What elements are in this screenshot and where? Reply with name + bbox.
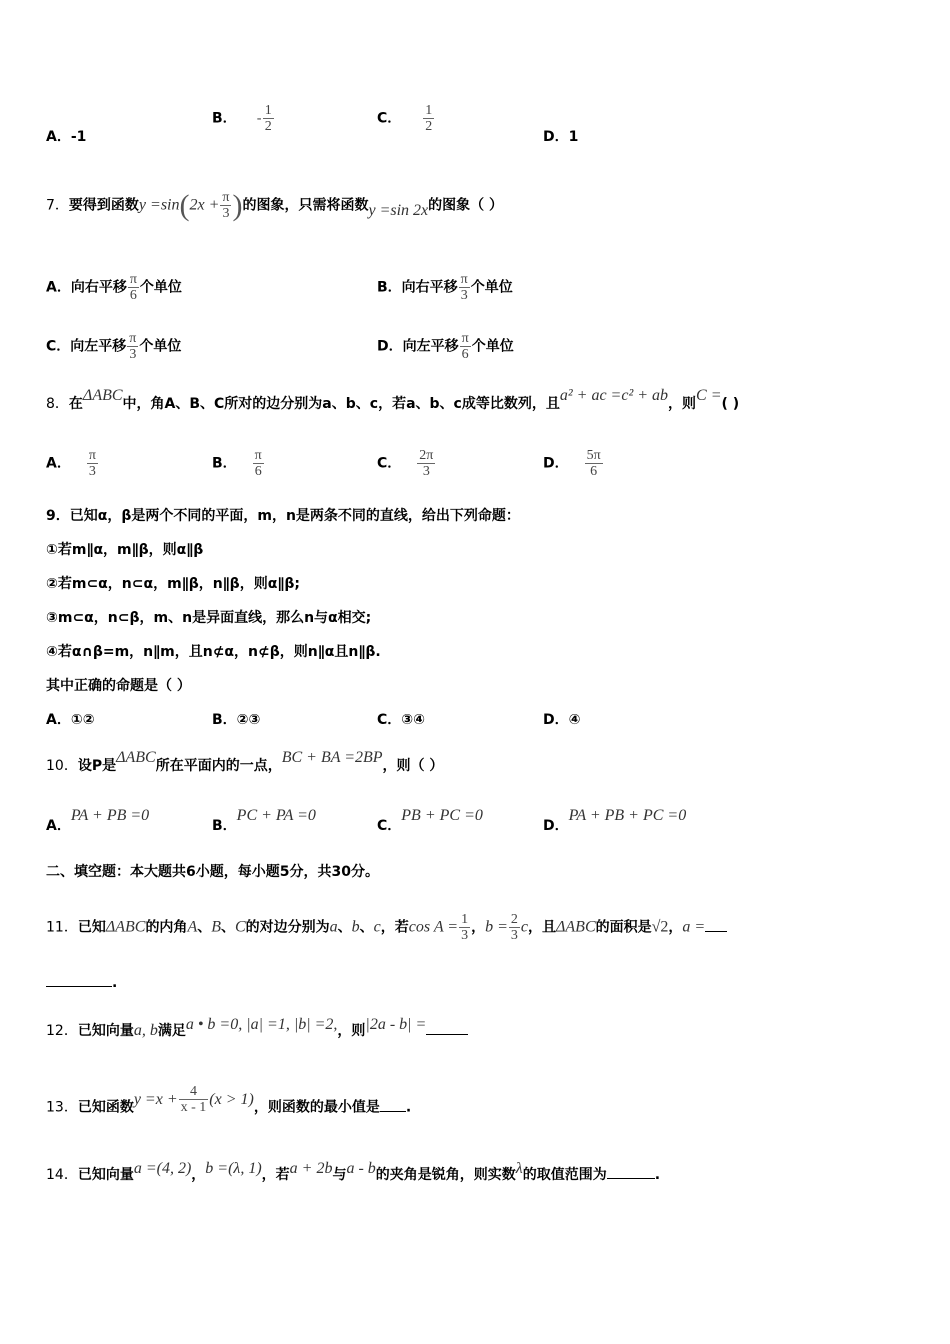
q7-text-3: 的图象（ ） xyxy=(428,197,504,214)
q7-d-unit: 个单位 xyxy=(471,338,514,355)
q7-c-num: π xyxy=(129,331,137,346)
q10-d-eq: PA + PB + PC =0 xyxy=(568,807,687,824)
q6-c-num: 1 xyxy=(425,103,433,118)
q7-b-unit: 个单位 xyxy=(470,279,513,296)
q12-stem xyxy=(46,1016,468,1041)
q8-text-3: ，则 xyxy=(668,396,697,412)
q13-func-y: y =x + xyxy=(133,1090,178,1108)
q14-lambda: λ xyxy=(515,1160,523,1177)
q12-text-2: 满足 xyxy=(157,1023,186,1039)
q7-func-1-inner: 2x + xyxy=(189,196,220,214)
q13-num-4: 4 xyxy=(179,1084,209,1100)
q7-three: 3 xyxy=(222,206,230,221)
q7-pi: π xyxy=(222,190,230,205)
q13-fraction xyxy=(179,1084,209,1115)
q7-text-2: 的图象，只需将函数 xyxy=(242,197,369,214)
q14-vector-a: a =(4, 2) xyxy=(133,1160,192,1177)
q13-answer-blank[interactable] xyxy=(380,1097,406,1112)
q7-d-num: π xyxy=(461,331,469,346)
q9-option-b: B．②③ xyxy=(212,712,261,728)
q11-b-eq: b = xyxy=(485,918,508,936)
q11-number: 11． xyxy=(46,919,78,936)
q11-answer-blank-1[interactable] xyxy=(705,917,727,932)
q10-option-c xyxy=(377,807,483,836)
q9-statement-3: ③m⊂α，n⊂β，m、n是异面直线，那么n与α相交; xyxy=(46,610,372,626)
q8-d-den: 6 xyxy=(590,464,598,479)
q11-text-7: ， xyxy=(668,919,683,936)
q12-vectors: a, b xyxy=(133,1022,158,1039)
q13-text-2: ，则函数的最小值是 xyxy=(253,1099,380,1116)
q8-angle-c: C = xyxy=(696,387,722,404)
q11-angle-c: C xyxy=(235,918,246,936)
q12-text-1: 已知向量 xyxy=(77,1023,134,1039)
q14-text-3: 与 xyxy=(332,1167,347,1183)
q10-d-label: D． xyxy=(543,818,569,834)
q8-option-a xyxy=(46,448,99,479)
q8-d-label: D． xyxy=(543,455,569,472)
q8-b-fraction xyxy=(253,448,264,479)
q7-a-den: 6 xyxy=(129,288,137,303)
q8-option-b xyxy=(212,448,265,479)
q11-sep-3: 、 xyxy=(337,919,352,936)
q12-condition: a • b =0, |a| =1, |b| =2, xyxy=(185,1016,338,1033)
q6-option-c xyxy=(377,103,435,134)
q11-sqrt-2: √2 xyxy=(651,918,669,936)
q11-text-6: 的面积是 xyxy=(595,919,652,936)
q7-a-fraction xyxy=(128,272,139,303)
q7-option-c xyxy=(46,331,181,362)
q8-a-num: π xyxy=(88,448,96,463)
q7-c-den: 3 xyxy=(129,347,137,362)
q13-end: . xyxy=(405,1099,412,1116)
q6-c-fraction xyxy=(423,103,434,134)
q11-triangle-2: ΔABC xyxy=(556,918,596,936)
q7-paren-close: ) xyxy=(232,188,243,222)
q13-condition: (x > 1) xyxy=(209,1090,254,1108)
q13-stem xyxy=(46,1084,412,1123)
q7-paren-open: ( xyxy=(179,188,190,222)
q7-c-fraction xyxy=(127,331,138,362)
q14-text-4: 的夹角是锐角，则实数 xyxy=(375,1167,516,1183)
q14-sum: a + 2b xyxy=(289,1160,333,1177)
q12-expression: |2a - b| = xyxy=(365,1016,427,1033)
q14-vector-b: b =(λ, 1) xyxy=(205,1160,262,1177)
q11-sep-2: 、 xyxy=(221,919,235,936)
q9-option-c: C．③④ xyxy=(377,712,425,728)
q7-a-num: π xyxy=(129,272,137,287)
q7-b-num: π xyxy=(460,272,468,287)
q8-d-num: 5π xyxy=(586,448,601,463)
q9-option-a: A．①② xyxy=(46,712,95,728)
q6-c-label: C． xyxy=(377,110,402,127)
q7-option-a xyxy=(46,272,182,303)
q7-b-text: B．向右平移 xyxy=(377,279,458,296)
q11-angle-b: B xyxy=(211,918,221,936)
q10-text-1: 设P是 xyxy=(77,758,117,774)
q10-option-a xyxy=(46,807,150,836)
q14-text-2: ，若 xyxy=(261,1167,290,1183)
q10-triangle: ΔABC xyxy=(116,749,156,766)
q9-statement-1: ①若m∥α，m∥β，则α∥β xyxy=(46,542,204,558)
q10-c-label: C． xyxy=(377,818,402,834)
q8-option-d xyxy=(543,448,604,479)
q11-three-2: 3 xyxy=(510,928,518,943)
q8-c-num: 2π xyxy=(419,448,434,463)
q7-stem xyxy=(46,190,503,221)
q11-answer-blank-2[interactable] xyxy=(46,972,112,987)
q6-c-den: 2 xyxy=(425,119,433,134)
q7-c-text: C．向左平移 xyxy=(46,338,127,355)
q10-a-eq: PA + PB =0 xyxy=(70,807,150,824)
section-2-heading: 二、填空题：本大题共6小题，每小题5分，共30分。 xyxy=(46,864,379,880)
q7-b-fraction xyxy=(459,272,470,303)
q10-stem xyxy=(46,749,444,776)
q11-text-5: ，且 xyxy=(528,919,557,936)
q6-b-sign: - xyxy=(256,110,262,127)
q11-sep-1: 、 xyxy=(197,919,212,936)
q13-number: 13． xyxy=(46,1099,78,1116)
q6-option-d: D．1 xyxy=(543,129,579,145)
q11-side-a: a xyxy=(329,918,338,936)
q12-text-3: ，则 xyxy=(337,1023,366,1039)
q11-side-c: c xyxy=(373,918,381,936)
q11-continuation xyxy=(46,972,117,993)
q14-answer-blank[interactable] xyxy=(607,1164,655,1179)
q8-c-den: 3 xyxy=(422,464,430,479)
q7-func-1: y =sin xyxy=(138,196,180,214)
q8-text-4: ( ) xyxy=(721,396,740,412)
q11-side-b: b xyxy=(351,918,360,936)
q10-b-eq: PC + PA =0 xyxy=(236,807,316,824)
q11-c-factor: c xyxy=(520,918,529,936)
q14-comma: ， xyxy=(191,1167,206,1183)
q8-b-num: π xyxy=(254,448,262,463)
q8-triangle: ΔABC xyxy=(82,387,123,404)
q8-equation: a² + ac =c² + ab xyxy=(559,387,669,404)
q10-a-label: A． xyxy=(46,818,71,834)
q11-sep-4: 、 xyxy=(359,919,374,936)
q14-text-1: 已知向量 xyxy=(77,1167,134,1183)
q11-cos-a: cos A = xyxy=(408,918,459,936)
q9-statement-2: ②若m⊂α，n⊂α，m∥β，n∥β，则α∥β; xyxy=(46,576,300,592)
q11-text-1: 已知 xyxy=(77,919,106,936)
q10-text-2: 所在平面内的一点， xyxy=(155,758,282,774)
q9-statement-4: ④若α∩β=m，n∥m，且n⊄α，n⊄β，则n∥α且n∥β. xyxy=(46,644,381,660)
q11-two: 2 xyxy=(510,912,518,927)
q6-option-b xyxy=(212,103,275,134)
q11-three-1: 3 xyxy=(461,928,469,943)
q11-two-thirds xyxy=(509,912,520,943)
q6-b-num: 1 xyxy=(264,103,272,118)
q9-option-d: D．④ xyxy=(543,712,581,728)
q8-text-2: 中，角A、B、C所对的边分别为a、b、c，若a、b、c成等比数列，且 xyxy=(122,396,560,412)
q8-b-den: 6 xyxy=(254,464,262,479)
q11-one: 1 xyxy=(461,912,469,927)
q6-b-den: 2 xyxy=(264,119,272,134)
q14-end: . xyxy=(654,1167,661,1183)
q7-d-den: 6 xyxy=(461,347,469,362)
q11-comma: ， xyxy=(471,919,486,936)
q10-b-label: B． xyxy=(212,818,237,834)
q13-den: x - 1 xyxy=(180,1100,207,1115)
q7-option-d xyxy=(377,331,514,362)
q7-option-b xyxy=(377,272,513,303)
q8-stem xyxy=(46,387,740,414)
q14-number: 14． xyxy=(46,1167,78,1183)
q7-d-fraction xyxy=(460,331,471,362)
q14-stem xyxy=(46,1160,661,1185)
q12-number: 12． xyxy=(46,1023,78,1039)
q8-text-1: 在 xyxy=(68,396,83,412)
q7-a-text: A．向右平移 xyxy=(46,279,127,296)
q14-text-5: 的取值范围为 xyxy=(522,1167,607,1183)
q7-text-1: 要得到函数 xyxy=(68,197,139,214)
q6-b-label: B． xyxy=(212,110,237,127)
q11-triangle: ΔABC xyxy=(105,918,146,936)
q13-text-1: 已知函数 xyxy=(77,1099,134,1116)
q10-text-3: ，则（ ） xyxy=(382,758,444,774)
q11-text-3: 的对边分别为 xyxy=(245,919,330,936)
q8-a-fraction xyxy=(87,448,98,479)
q8-a-den: 3 xyxy=(88,464,96,479)
q10-option-d xyxy=(543,807,687,836)
q14-diff: a - b xyxy=(346,1160,376,1177)
q7-c-unit: 个单位 xyxy=(139,338,182,355)
q7-pi-over-3 xyxy=(220,190,231,221)
q11-a-eq: a = xyxy=(682,918,706,936)
q11-text-2: 的内角 xyxy=(145,919,188,936)
q10-number: 10． xyxy=(46,758,78,774)
q9-stem: 9．已知α，β是两个不同的平面，m，n是两条不同的直线，给出下列命题： xyxy=(46,508,520,524)
q9-ask: 其中正确的命题是（ ） xyxy=(46,678,191,694)
q11-angle-a: A xyxy=(187,918,198,936)
q7-b-den: 3 xyxy=(460,288,468,303)
q11-tail: . xyxy=(112,975,118,991)
q8-a-label: A． xyxy=(46,455,71,472)
q11-one-third xyxy=(459,912,470,943)
q8-c-fraction xyxy=(417,448,435,479)
q10-option-b xyxy=(212,807,316,836)
q7-func-2: y =sin 2x xyxy=(368,201,429,219)
q8-d-fraction xyxy=(585,448,603,479)
q6-b-fraction xyxy=(263,103,274,134)
q11-text-4: ，若 xyxy=(380,919,409,936)
q7-d-text: D．向左平移 xyxy=(377,338,459,355)
q12-answer-blank[interactable] xyxy=(426,1020,468,1035)
q8-b-label: B． xyxy=(212,455,237,472)
q7-a-unit: 个单位 xyxy=(139,279,182,296)
q10-c-eq: PB + PC =0 xyxy=(401,807,483,824)
q11-stem xyxy=(46,912,727,943)
q8-option-c xyxy=(377,448,436,479)
q8-number: 8． xyxy=(46,396,69,412)
q8-c-label: C． xyxy=(377,455,402,472)
q6-option-a: A．-1 xyxy=(46,129,87,145)
q7-number: 7． xyxy=(46,197,69,214)
q10-equation: BC + BA =2BP xyxy=(281,749,383,766)
